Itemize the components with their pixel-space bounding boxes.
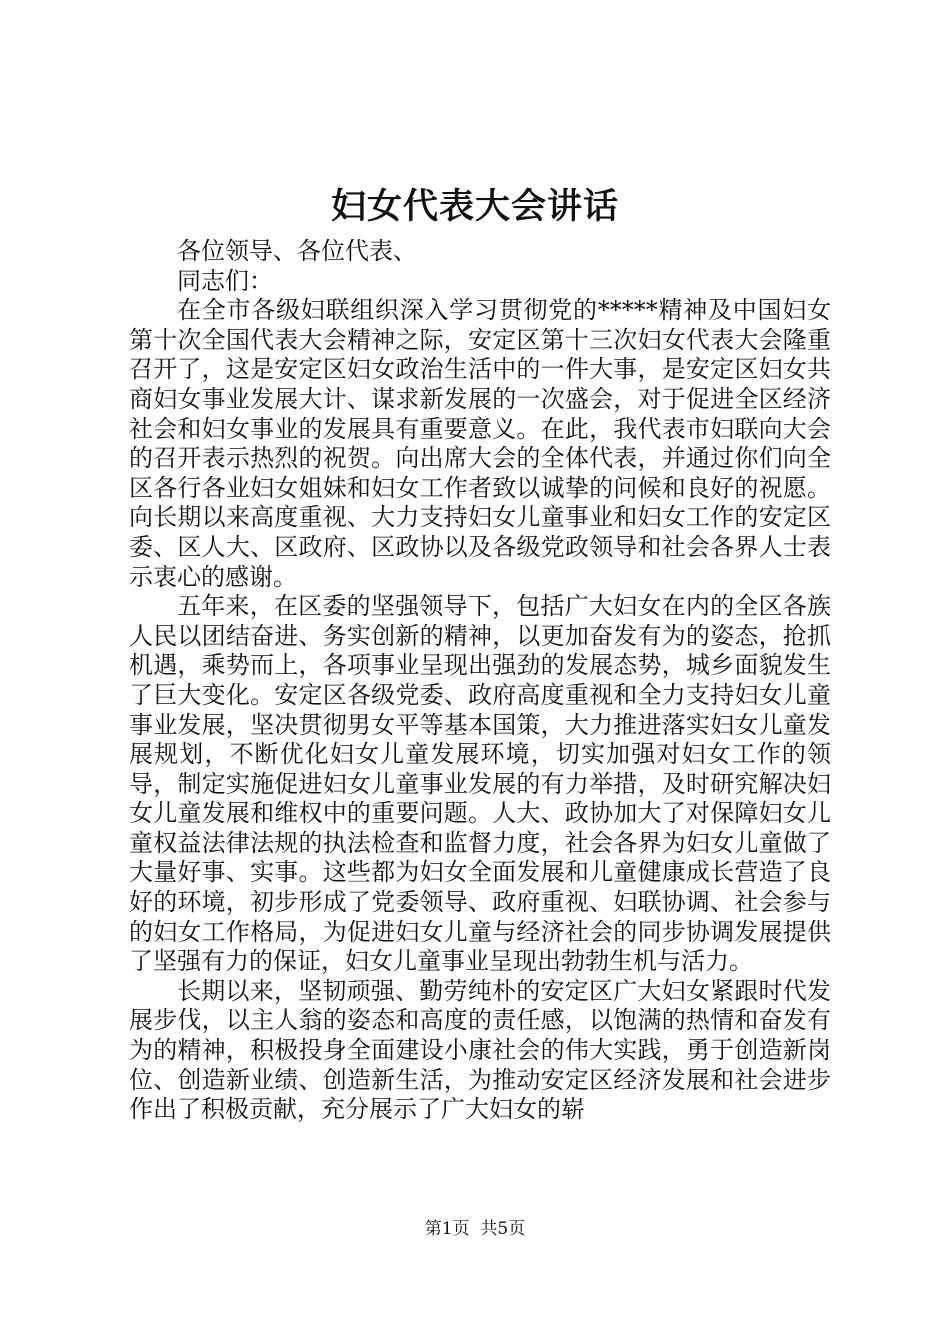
salutation-line-2: 同志们： — [177, 266, 273, 295]
document-body — [129, 237, 831, 1125]
document-title: 妇女代表大会讲话 — [330, 186, 619, 227]
paragraph-3: 长期以来，坚韧顽强、勤劳纯朴的安定区广大妇女紧跟时代发展步伐，以主人翁的姿态和高度的责任感，以饱满的热情和奋发有为的精神，积极投身全面建设小康社会的伟大实践，勇于创造新岗位、创造新业绩、创造新生活，为推动安定区经济发展和社会进步作出了积极贡献，充分展示了广大妇女的崭 — [129, 976, 831, 1124]
paragraph-2: 五年来，在区委的坚强领导下，包括广大妇女在内的全区各族人民以团结奋进、务实创新的精神，以更加奋发有为的姿态，抢抓机遇，乘势而上，各项事业呈现出强劲的发展态势，城乡面貌发生了巨大变化。安定区各级党委、政府高度重视和全力支持妇女儿童事业发展，坚决贯彻男女平等基本国策，大力推进落实妇女儿童发展规划，不断优化妇女儿童发展环境，切实加强对妇女工作的领导，制定实施促进妇女儿童事业发展的有力举措，及时研究解决妇女儿童发展和维权中的重要问题。人大、政协加大了对保障妇女儿童权益法律法规的执法检查和监督力度，社会各界为妇女儿童做了大量好事、实事。这些都为妇女全面发展和儿童健康成长营造了良好的环境，初步形成了党委领导、政府重视、妇联协调、社会参与的妇女工作格局，为促进妇女儿童与经济社会的同步协调发展提供了坚强有力的保证，妇女儿童事业呈现出勃勃生机与活力。 — [129, 592, 831, 976]
salutation-line-1: 各位领导、各位代表、 — [177, 237, 417, 265]
paragraph-1: 在全市各级妇联组织深入学习贯彻党的*****精神及中国妇女第十次全国代表大会精神之际，安定区第十三次妇女代表大会隆重召开了，这是安定区妇女政治生活中的一件大事，是安定区妇女共商妇女事业发展大计、谋求新发展的一次盛会，对于促进全区经济社会和妇女事业的发展具有重要意义。在此，我代表市妇联向大会的召开表示热烈的祝贺。向出席大会的全体代表，并通过你们向全区各行各业妇女姐妹和妇女工作者致以诚挚的问候和良好的祝愿。向长期以来高度重视、大力支持妇女儿童事业和妇女工作的安定区委、区人大、区政府、区政协以及各级党政领导和社会各界人士表示衷心的感谢。 — [129, 296, 831, 591]
page-footer — [0, 1217, 950, 1241]
page-number: 第1页 共5页 — [424, 1219, 526, 1239]
